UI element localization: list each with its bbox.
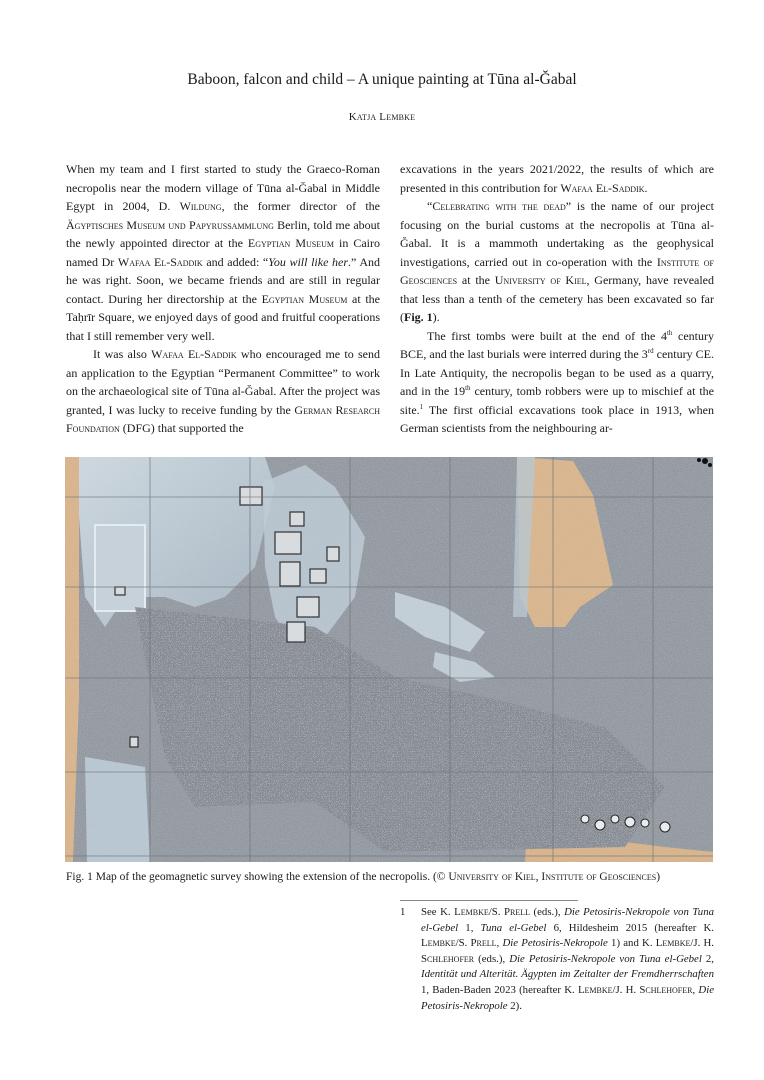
institution-name: Egyptian Museum [247, 236, 334, 250]
paragraph: The first tombs were built at the end of the 4th century BCE, and the last burials were interred during the 3rd century CE. In Late Antiquity, the necropolis began to be used as a quarry, and in the 19th century, tomb robbers were up to mischief at the site.$^1$ The first official excavations took place in 1913, when German scientists from the neighbouring ar- [400, 328, 714, 435]
paragraph: When my team and I first started to study the Graeco-Roman necropolis near the modern village of Tūna al-Ğabal in Middle Egypt in 2004, D. Wildung, the former director of the Ägyptisches Museum und Papyrussammlung Berlin, told me about the newly appointed director at the Egyptian Museum in Cairo named Dr Wafaa El-Saddik and added: “You will like her.” And he was right. Soon, we became friends and are still in regular contact. During her directorship at the Egyptian Museum at the Taḥrīr Square, we enjoyed days of good and fruitful cooperations that I still remember very well. [66, 162, 380, 343]
institution-name: University of Kiel [494, 273, 587, 287]
footnote-number: 1 [400, 906, 406, 918]
footnote-marker[interactable]: 1 [419, 402, 424, 411]
paragraph: “Celebrating with the dead” is the name of our project focusing on the burial customs at the necropolis at Tūna al-Ğabal. It is a mammoth undertaking as the geophysical investigations, carried out in co-operation with the Institute of Geosciences at the University of Kiel, Germany, have revealed that less than a tenth of the cemetery has been excavated so far (Fig. 1). [400, 199, 715, 324]
figure-reference[interactable]: Fig. 1 [404, 310, 433, 324]
footnote-text: See K. Lembke/S. Prell (eds.), Die Petosiris-Nekropole von Tuna el-Gebel 1, Tuna el-Gebel 6, Hildesheim 2015 (hereafter K. Lembke/S. Prell, Die Petosiris-Nekropole 1) and K. Lembke/J. H. Schlehofer (eds.), Die Petosiris-Nekropole von Tuna el-Gebel 2, Identität und Alterität. Ägypten im Zeitalter der Fremdherrschaften 1, Baden-Baden 2023 (hereafter K. Lembke/J. H. Schlehofer, Die Petosiris-Nekropole 2). [421, 906, 714, 1012]
geomagnetic-survey-map [65, 457, 713, 862]
paragraph: It was also Wafaa El-Saddik who encouraged me to send an application to the Egyptian “Permanent Committee” to work on the archaeological site of Tūna al-Ğabal. After the project was granted, I was lucky to receive funding by the German Research Foundation (DFG) that supported the [66, 347, 381, 435]
person-name: Wafaa El-Saddik [560, 180, 645, 195]
institution-name: German Research Foundation [66, 402, 381, 435]
person-name: Wafaa El-Saddik [151, 347, 237, 361]
article-title: Baboon, falcon and child – A unique painting at Tūna al-Ğabal [187, 71, 577, 88]
quote: You will like her [268, 254, 349, 269]
author-name: Katja Lembke [348, 111, 416, 123]
caption-credit: University of Kiel, Institute of Geosciences [448, 871, 657, 883]
institution-name: Egyptian Museum [261, 291, 348, 306]
right-column [400, 160, 714, 438]
institution-name: Ägyptisches Museum und Papyrussammlung [66, 217, 274, 232]
footnote-1 [400, 905, 714, 1014]
left-column [66, 160, 380, 438]
person-name: Wildung [179, 199, 222, 213]
figure-caption: Fig. 1 Map of the geomagnetic survey showing the extension of the necropolis. (© University of Kiel, Institute of Geosciences) [66, 871, 661, 883]
person-name: Wafaa El-Saddik [117, 254, 203, 269]
footnote-divider [400, 900, 578, 901]
paragraph: excavations in the years 2021/2022, the results of which are presented in this contribution for Wafaa El-Saddik. [400, 162, 714, 195]
project-name: Celebrating with the dead [432, 199, 566, 213]
institution-name: Institute of Geosciences [400, 254, 714, 287]
